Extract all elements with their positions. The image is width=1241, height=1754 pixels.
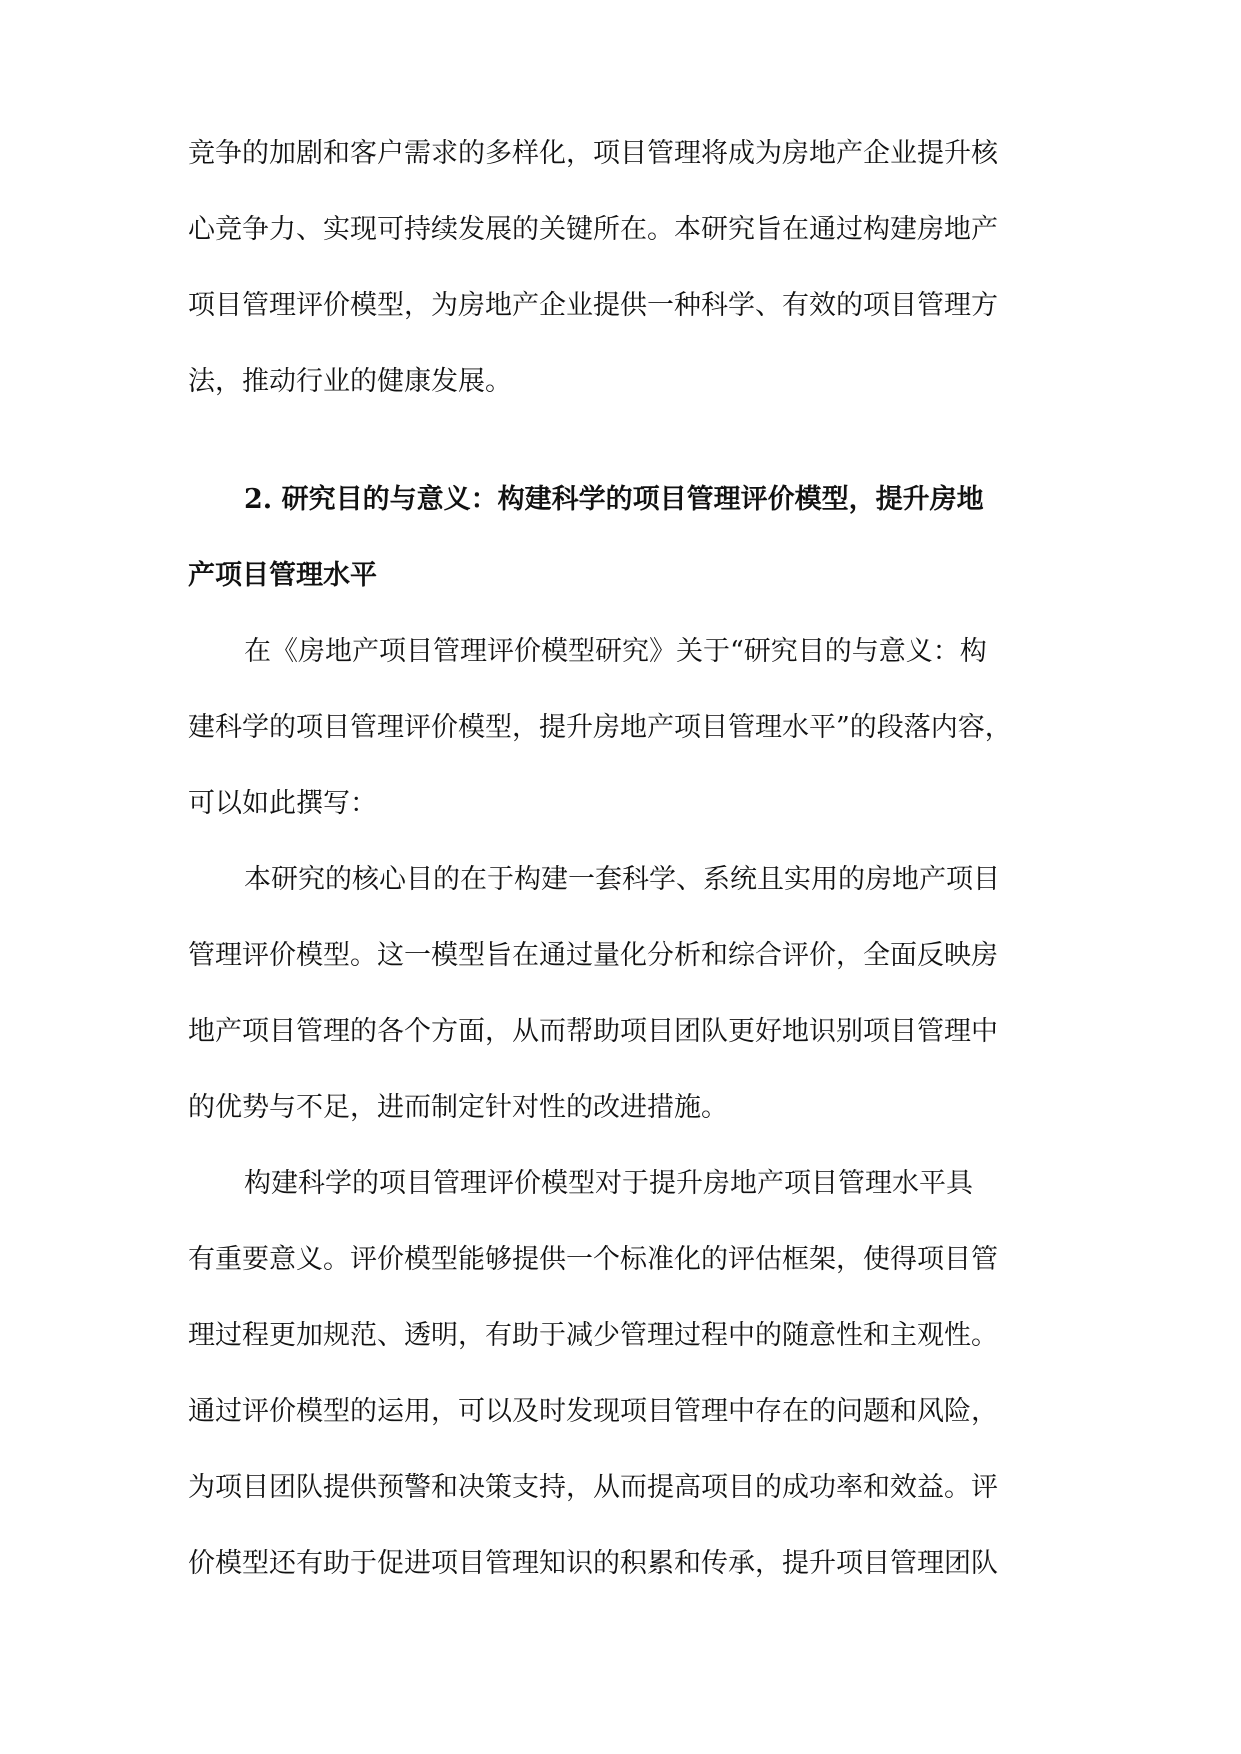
paragraph-line: 的优势与不足，进而制定针对性的改进措施。 bbox=[188, 1092, 728, 1123]
paragraph-line: 构建科学的项目管理评价模型对于提升房地产项目管理水平具 bbox=[244, 1168, 973, 1199]
paragraph-line: 心竞争力、实现可持续发展的关键所在。本研究旨在通过构建房地产 bbox=[188, 214, 998, 245]
paragraph-line: 建科学的项目管理评价模型，提升房地产项目管理水平”的段落内容， bbox=[188, 712, 1012, 743]
paragraph-line: 管理评价模型。这一模型旨在通过量化分析和综合评价，全面反映房 bbox=[188, 940, 998, 971]
paragraph-line: 法，推动行业的健康发展。 bbox=[188, 366, 512, 397]
paragraph-line: 价模型还有助于促进项目管理知识的积累和传承，提升项目管理团队 bbox=[188, 1548, 998, 1579]
section-heading: 产项目管理水平 bbox=[188, 560, 377, 591]
section-heading: 2. 研究目的与意义：构建科学的项目管理评价模型，提升房地 bbox=[244, 484, 984, 515]
paragraph-line: 竞争的加剧和客户需求的多样化，项目管理将成为房地产企业提升核 bbox=[188, 138, 998, 169]
paragraph-line: 理过程更加规范、透明，有助于减少管理过程中的随意性和主观性。 bbox=[188, 1320, 998, 1351]
paragraph-line: 在《房地产项目管理评价模型研究》关于“研究目的与意义：构 bbox=[244, 636, 987, 667]
paragraph-line: 有重要意义。评价模型能够提供一个标准化的评估框架，使得项目管 bbox=[188, 1244, 998, 1275]
paragraph-line: 地产项目管理的各个方面，从而帮助项目团队更好地识别项目管理中 bbox=[188, 1016, 998, 1047]
paragraph-line: 本研究的核心目的在于构建一套科学、系统且实用的房地产项目 bbox=[244, 864, 1000, 895]
paragraph-line: 为项目团队提供预警和决策支持，从而提高项目的成功率和效益。评 bbox=[188, 1472, 998, 1503]
paragraph-line: 项目管理评价模型，为房地产企业提供一种科学、有效的项目管理方 bbox=[188, 290, 998, 321]
paragraph-line: 可以如此撰写： bbox=[188, 788, 377, 819]
paragraph-line: 通过评价模型的运用，可以及时发现项目管理中存在的问题和风险， bbox=[188, 1396, 998, 1427]
